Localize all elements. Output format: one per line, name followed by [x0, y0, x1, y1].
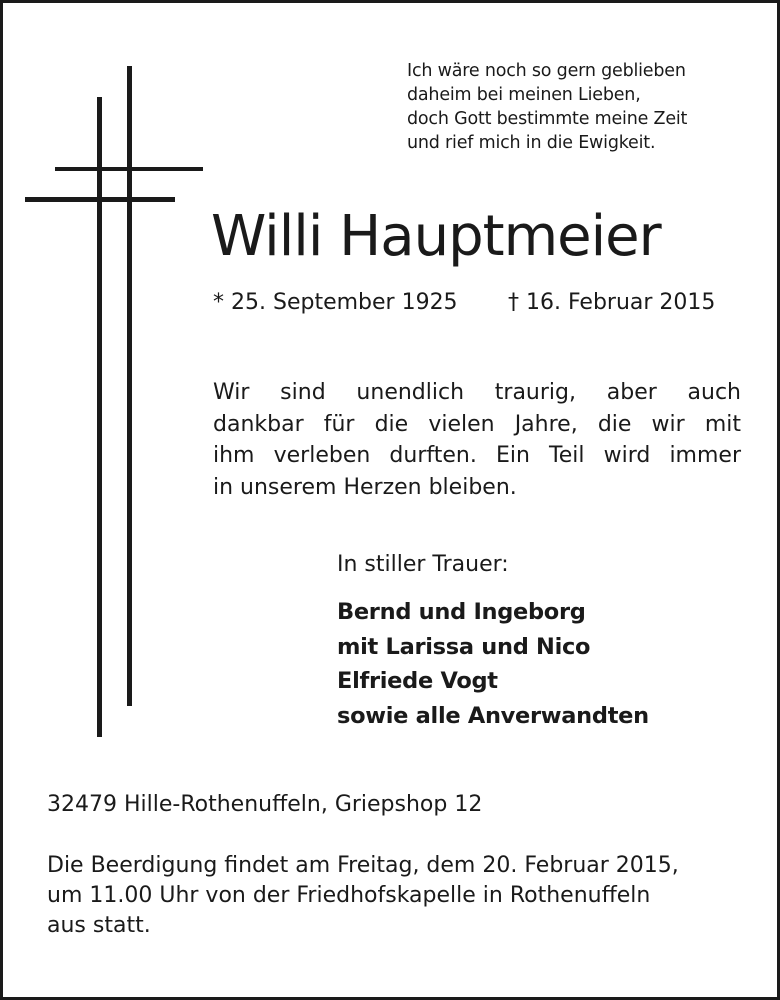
mourner-name: mit Larissa und Nico — [337, 633, 591, 660]
poem-verse — [407, 59, 767, 155]
family-address: 32479 Hille-Rothenuffeln, Griepshop 12 — [47, 792, 483, 817]
birth-date: * 25. September 1925 — [213, 290, 458, 315]
funeral-line: Die Beerdigung findet am Freitag, dem 20. Februar 2015, — [47, 853, 679, 878]
poem-line: daheim bei meinen Lieben, — [407, 85, 641, 105]
message-line: dankbar für die vielen Jahre, die wir mit — [213, 411, 741, 437]
poem-line: Ich wäre noch so gern geblieben — [407, 61, 686, 81]
deceased-name: Willi Hauptmeier — [211, 204, 661, 269]
mourner-name: Elfriede Vogt — [337, 668, 498, 694]
message-line: in unserem Herzen bleiben. — [213, 474, 517, 500]
funeral-details — [47, 851, 747, 941]
message-line: Wir sind unendlich traurig, aber auch — [213, 380, 741, 405]
funeral-line: um 11.00 Uhr von der Friedhofskapelle in Rothenuffeln — [47, 883, 651, 908]
poem-line: doch Gott bestimmte meine Zeit — [407, 109, 688, 129]
cross-front-vertical — [97, 97, 102, 737]
mourning-intro: In stiller Trauer: — [337, 552, 509, 577]
cross-back-horizontal — [55, 167, 203, 171]
condolence-message — [213, 377, 741, 503]
funeral-line: aus statt. — [47, 913, 151, 938]
cross-front-horizontal — [25, 197, 175, 202]
cross-back-vertical — [127, 66, 132, 706]
mourner-name: Bernd und Ingeborg — [337, 599, 586, 625]
death-date: † 16. Februar 2015 — [508, 290, 716, 315]
life-dates — [213, 287, 743, 319]
mourner-name: sowie alle Anverwandten — [337, 702, 649, 729]
message-line: ihm verleben durften. Ein Teil wird immer — [213, 443, 741, 468]
mourner-names — [337, 595, 649, 733]
poem-line: und rief mich in die Ewigkeit. — [407, 133, 656, 153]
